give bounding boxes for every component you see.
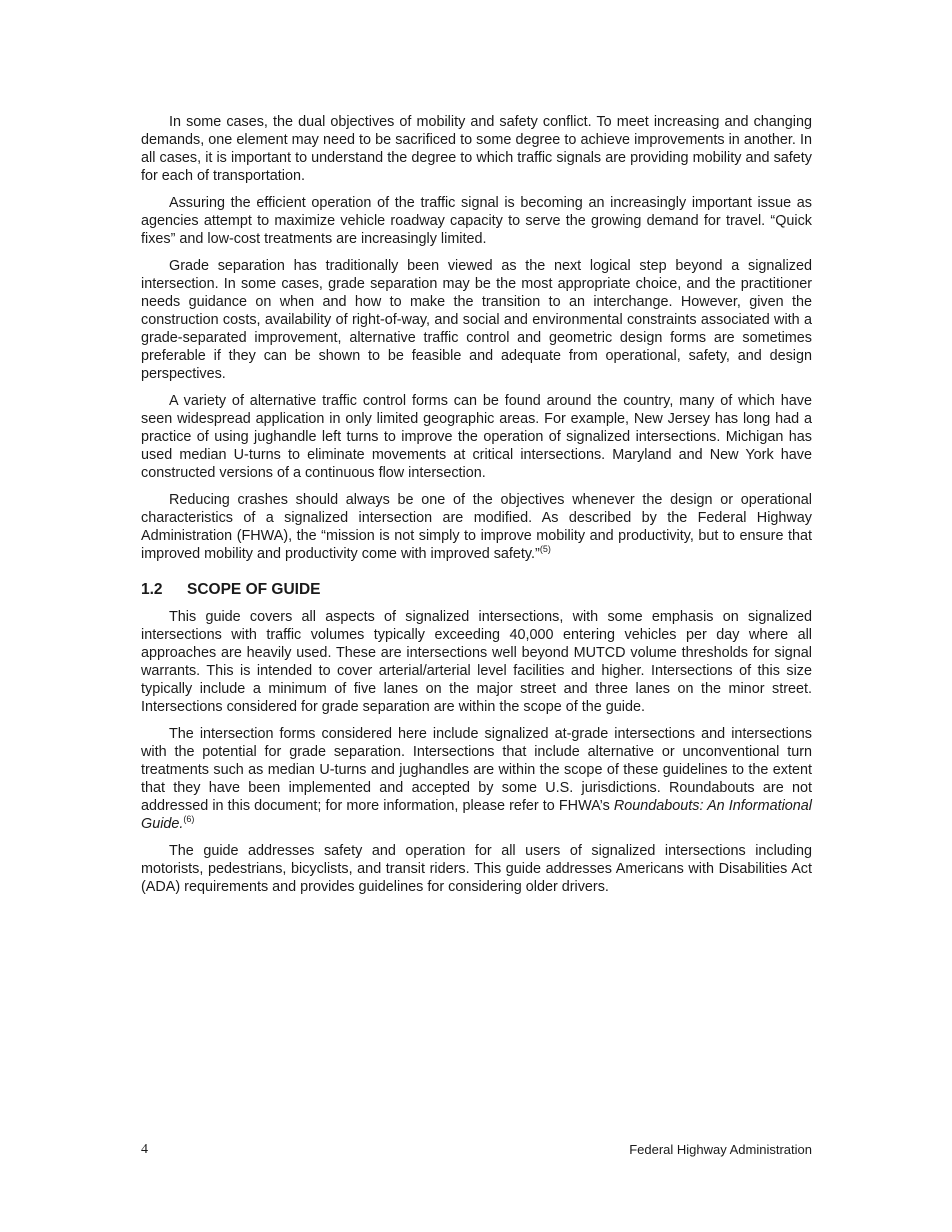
paragraph-mobility-safety: In some cases, the dual objectives of mobility and safety conflict. To meet increasing and changing demands, one element may need to be sacrificed to some degree to achieve improvements in another. In all cases, it is important to understand the degree to which traffic signals are providing mobility and safety for each of transportation. xyxy=(141,114,812,184)
reference-5: (5) xyxy=(539,544,551,554)
section-heading xyxy=(141,581,812,599)
footer-organization: Federal Highway Administration xyxy=(629,1142,812,1157)
paragraph-reducing-crashes xyxy=(141,491,812,563)
roundabouts-guide-title: Roundabouts: An Informational Guide. xyxy=(141,798,812,832)
section-number: 1.2 xyxy=(141,581,163,598)
paragraph-reducing-crashes-text: Reducing crashes should always be one of the objectives whenever the design or operational characteristics of a signalized intersection are modified. As described by the Federal Highway Administration (FHWA), the “mission is not simply to improve mobility and productivity, but to ensure that improved mobility and productivity come with improved safety.” xyxy=(141,492,812,562)
paragraph-grade-separation: Grade separation has traditionally been viewed as the next logical step beyond a signalized intersection. In some cases, grade separation may be the most appropriate choice, and the practitioner needs guidance on when and how to make the transition to an interchange. However, given the construction costs, availability of right-of-way, and social and environmental constraints associated with a grade-separated improvement, alternative traffic control and geometric design forms are sometimes preferable if they can be shown to be feasible and adequate from operational, safety, and design perspectives. xyxy=(141,258,812,382)
page-number: 4 xyxy=(141,1142,148,1157)
paragraph-intersection-forms-text: The intersection forms considered here include signalized at-grade intersections and intersections with the potential for grade separation. Intersections that include alternative or unconventional turn treatments such as median U-turns and jughandles are within the scope of these guidelines to the extent that they have been implemented and accepted by some U.S. jurisdictions. Roundabouts are not addressed in this document; for more information, please refer to FHWA’s xyxy=(141,726,812,814)
section-title: SCOPE OF GUIDE xyxy=(187,581,321,598)
reference-6: (6) xyxy=(183,814,195,824)
paragraph-efficient-operation: Assuring the efficient operation of the traffic signal is becoming an increasingly important issue as agencies attempt to maximize vehicle roadway capacity to serve the growing demand for travel. “Quick fixes” and low-cost treatments are increasingly limited. xyxy=(141,195,812,247)
paragraph-all-users: The guide addresses safety and operation for all users of signalized intersections including motorists, pedestrians, bicyclists, and transit riders. This guide addresses Americans with Disabilities Act (ADA) requirements and provides guidelines for considering older drivers. xyxy=(141,843,812,895)
document-body xyxy=(141,113,812,905)
paragraph-alternative-forms: A variety of alternative traffic control forms can be found around the country, many of which have seen widespread application in only limited geographic areas. For example, New Jersey has long had a practice of using jughandle left turns to improve the operation of signalized intersections. Michigan has used median U-turns to eliminate movements at critical intersections. Maryland and New York have constructed versions of a continuous flow intersection. xyxy=(141,393,812,481)
paragraph-intersection-forms xyxy=(141,725,812,833)
paragraph-scope-coverage: This guide covers all aspects of signalized intersections, with some emphasis on signalized intersections with traffic volumes typically exceeding 40,000 entering vehicles per day where all approaches are heavily used. These are intersections well beyond MUTCD volume thresholds for signal warrants. This is intended to cover arterial/arterial level facilities and higher. Intersections of this size typically include a minimum of five lanes on the major street and three lanes on the minor street. Intersections considered for grade separation are within the scope of the guide. xyxy=(141,609,812,715)
